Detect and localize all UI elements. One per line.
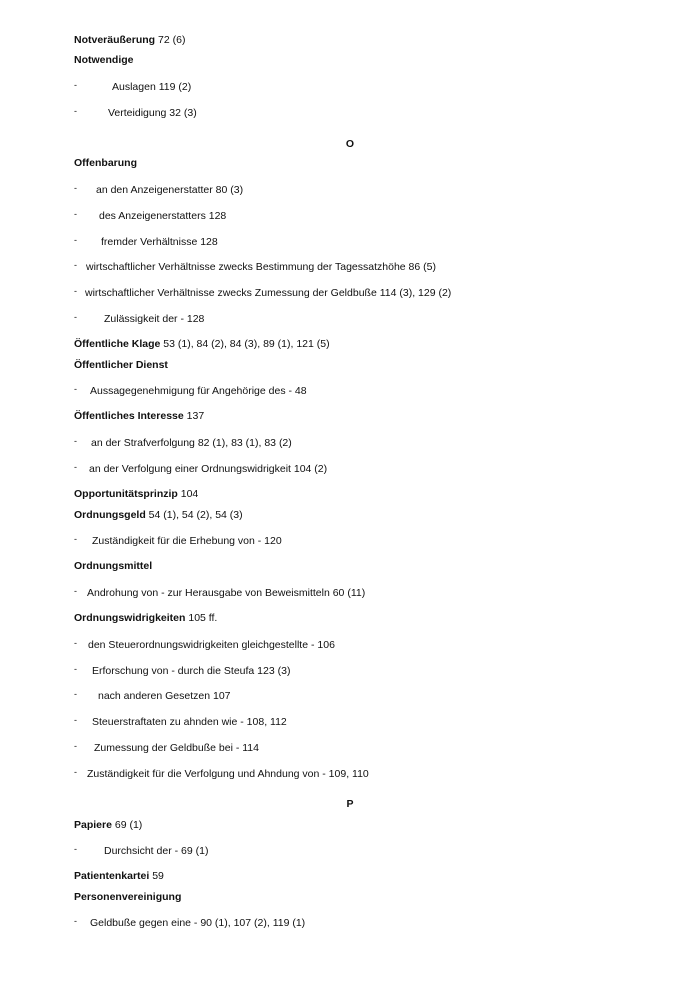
index-term: Notveräußerung bbox=[74, 34, 156, 46]
index-entry bbox=[74, 488, 198, 501]
subentry-dash: - bbox=[74, 286, 77, 296]
subentry-dash: - bbox=[74, 436, 77, 446]
index-references: 53 (1), 84 (2), 84 (3), 89 (1), 121 (5) bbox=[160, 338, 330, 350]
index-references: 54 (1), 54 (2), 54 (3) bbox=[145, 509, 243, 521]
index-term: Personenvereinigung bbox=[74, 891, 182, 903]
index-term: Papiere bbox=[74, 819, 112, 831]
subentry-text: fremder Verhältnisse 128 bbox=[101, 236, 218, 248]
index-entry bbox=[74, 34, 185, 47]
subentry-dash: - bbox=[74, 260, 77, 270]
section-letter: O bbox=[345, 138, 355, 150]
index-entry bbox=[74, 612, 217, 625]
index-term: Ordnungsmittel bbox=[74, 560, 153, 572]
index-subentry bbox=[74, 182, 243, 197]
subentry-text: Zuständigkeit für die Verfolgung und Ahndung von - 109, 110 bbox=[87, 768, 369, 780]
subentry-text: Geldbuße gegen eine - 90 (1), 107 (2), 119 (1) bbox=[90, 917, 306, 929]
index-term: Öffentliche Klage bbox=[74, 338, 161, 350]
index-subentry bbox=[74, 663, 290, 678]
index-subentry bbox=[74, 208, 226, 223]
subentry-dash: - bbox=[74, 767, 77, 777]
subentry-dash: - bbox=[74, 312, 77, 322]
subentry-text: des Anzeigenerstatters 128 bbox=[99, 210, 227, 222]
subentry-dash: - bbox=[74, 916, 77, 926]
index-entry bbox=[74, 560, 152, 573]
subentry-dash: - bbox=[74, 664, 77, 674]
index-subentry bbox=[74, 688, 231, 703]
subentry-text: wirtschaftlicher Verhältnisse zwecks Zumessung der Geldbuße 114 (3), 129 (2) bbox=[85, 287, 452, 299]
subentry-dash: - bbox=[74, 384, 77, 394]
index-term: Ordnungswidrigkeiten bbox=[74, 612, 186, 624]
index-references: 137 bbox=[183, 410, 205, 422]
subentry-text: Zumessung der Geldbuße bei - 114 bbox=[94, 742, 259, 754]
subentry-text: Aussagegenehmigung für Angehörige des - 48 bbox=[90, 385, 307, 397]
subentry-text: Durchsicht der - 69 (1) bbox=[104, 845, 209, 857]
subentry-text: an der Verfolgung einer Ordnungswidrigkeit 104 (2) bbox=[89, 463, 328, 475]
index-subentry bbox=[74, 533, 282, 548]
index-subentry bbox=[74, 585, 365, 600]
subentry-text: Zuständigkeit für die Erhebung von - 120 bbox=[92, 535, 282, 547]
subentry-dash: - bbox=[74, 183, 77, 193]
subentry-dash: - bbox=[74, 741, 77, 751]
subentry-text: wirtschaftlicher Verhältnisse zwecks Bestimmung der Tagessatzhöhe 86 (5) bbox=[86, 261, 436, 273]
index-references: 104 bbox=[177, 488, 199, 500]
index-term: Offenbarung bbox=[74, 157, 137, 169]
index-entry bbox=[74, 410, 204, 423]
subentry-text: an der Strafverfolgung 82 (1), 83 (1), 83 (2) bbox=[91, 437, 292, 449]
subentry-text: Steuerstraftaten zu ahnden wie - 108, 112 bbox=[92, 716, 287, 728]
subentry-text: Auslagen 119 (2) bbox=[112, 81, 192, 93]
index-subentry bbox=[74, 234, 218, 249]
index-subentry bbox=[74, 637, 335, 652]
subentry-text: Androhung von - zur Herausgabe von Beweismitteln 60 (11) bbox=[87, 587, 366, 599]
index-subentry bbox=[74, 435, 292, 450]
index-subentry bbox=[74, 915, 305, 930]
index-subentry bbox=[74, 843, 208, 858]
subentry-dash: - bbox=[74, 586, 77, 596]
index-references: 59 bbox=[149, 870, 164, 882]
index-entry bbox=[74, 509, 243, 522]
index-term: Öffentlicher Dienst bbox=[74, 359, 168, 371]
subentry-text: Zulässigkeit der - 128 bbox=[104, 313, 205, 325]
subentry-text: Erforschung von - durch die Steufa 123 (3) bbox=[92, 665, 291, 677]
index-entry bbox=[74, 870, 164, 883]
subentry-dash: - bbox=[74, 209, 77, 219]
index-subentry bbox=[74, 383, 307, 398]
subentry-dash: - bbox=[74, 462, 77, 472]
index-references: 69 (1) bbox=[111, 819, 143, 831]
index-subentry bbox=[74, 79, 191, 94]
subentry-dash: - bbox=[74, 715, 77, 725]
index-subentry bbox=[74, 714, 287, 729]
subentry-dash: - bbox=[74, 534, 77, 544]
subentry-text: an den Anzeigenerstatter 80 (3) bbox=[96, 184, 244, 196]
subentry-dash: - bbox=[74, 844, 77, 854]
index-entry bbox=[74, 891, 181, 904]
subentry-dash: - bbox=[74, 689, 77, 699]
index-term: Öffentliches Interesse bbox=[74, 410, 184, 422]
subentry-text: den Steuerordnungswidrigkeiten gleichgestellte - 106 bbox=[88, 639, 335, 651]
index-term: Notwendige bbox=[74, 54, 134, 66]
subentry-dash: - bbox=[74, 638, 77, 648]
section-letter: P bbox=[346, 798, 354, 810]
index-term: Ordnungsgeld bbox=[74, 509, 146, 521]
index-subentry bbox=[74, 285, 451, 300]
subentry-text: Verteidigung 32 (3) bbox=[108, 107, 197, 119]
subentry-dash: - bbox=[74, 235, 77, 245]
index-entry bbox=[74, 819, 142, 832]
index-subentry bbox=[74, 740, 259, 755]
index-entry bbox=[74, 54, 134, 67]
subentry-dash: - bbox=[74, 106, 77, 116]
subentry-dash: - bbox=[74, 80, 77, 90]
subentry-text: nach anderen Gesetzen 107 bbox=[98, 690, 231, 702]
index-subentry bbox=[74, 311, 204, 326]
index-subentry bbox=[74, 461, 327, 476]
index-entry bbox=[74, 338, 330, 351]
index-subentry bbox=[74, 766, 369, 781]
index-term: Opportunitätsprinzip bbox=[74, 488, 178, 500]
index-term: Patientenkartei bbox=[74, 870, 150, 882]
index-entry bbox=[74, 157, 137, 170]
index-references: 105 ff. bbox=[185, 612, 218, 624]
index-entry bbox=[74, 359, 168, 372]
index-references: 72 (6) bbox=[155, 34, 186, 46]
index-subentry bbox=[74, 105, 197, 120]
index-subentry bbox=[74, 259, 436, 274]
